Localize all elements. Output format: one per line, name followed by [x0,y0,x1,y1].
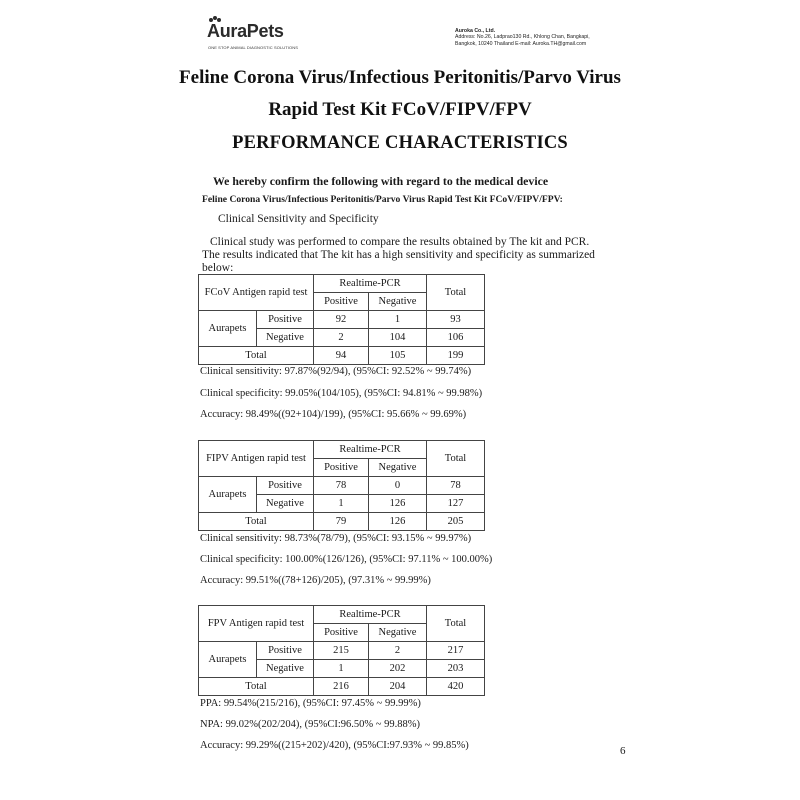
table-cell: 2 [369,642,427,660]
fpv-results-table [198,605,485,696]
page-number: 6 [620,745,626,757]
table-row-negative: Negative [257,495,314,513]
table-cell: 126 [369,513,427,531]
table-cell: 78 [427,477,485,495]
table-row-positive: Positive [257,477,314,495]
table-cell: 1 [369,311,427,329]
logo-tagline: ONE STOP ANIMAL DIAGNOSTIC SOLUTIONS [208,45,298,50]
table-test-label: FPV Antigen rapid test [199,606,314,642]
table-cell: 79 [314,513,369,531]
table-cell: 78 [314,477,369,495]
section-heading: PERFORMANCE CHARACTERISTICS [232,133,568,153]
table-row-group: Aurapets [199,477,257,513]
table-row-negative: Negative [257,329,314,347]
table-cell: 420 [427,678,485,696]
table-cell: 94 [314,347,369,365]
table-ref-label: Realtime-PCR [314,606,427,624]
table-row-total: Total [199,513,314,531]
stat-line: NPA: 99.02%(202/204), (95%CI:96.50% ~ 99.88%) [200,719,420,730]
table-row-group: Aurapets [199,311,257,347]
document-title-line1: Feline Corona Virus/Infectious Peritonitis/Parvo Virus [179,67,621,88]
table-test-label: FIPV Antigen rapid test [199,441,314,477]
fcov-results-table [198,274,485,365]
device-name: Feline Corona Virus/Infectious Peritonitis/Parvo Virus Rapid Test Kit FCoV/FIPV/FPV: [202,194,563,205]
table-cell: 126 [369,495,427,513]
aurapets-logo [205,15,300,53]
table-cell: 2 [314,329,369,347]
table-row-negative: Negative [257,660,314,678]
table-test-label: FCoV Antigen rapid test [199,275,314,311]
table-cell: 92 [314,311,369,329]
study-text-line2: The results indicated that The kit has a high sensitivity and specificity as summarized [202,249,595,261]
stat-line: Clinical specificity: 100.00%(126/126), (95%CI: 97.11% ~ 100.00%) [200,554,493,565]
table-negative-header: Negative [369,459,427,477]
stat-line: Accuracy: 98.49%((92+104)/199), (95%CI: 95.66% ~ 99.69%) [200,409,467,420]
table-total-header: Total [427,275,485,311]
stat-line: Accuracy: 99.29%((215+202)/420), (95%CI:97.93% ~ 99.85%) [200,740,469,751]
table-cell: 202 [369,660,427,678]
table-cell: 217 [427,642,485,660]
table-cell: 1 [314,495,369,513]
table-negative-header: Negative [369,293,427,311]
subsection-title: Clinical Sensitivity and Specificity [218,213,379,225]
table-total-header: Total [427,606,485,642]
table-cell: 215 [314,642,369,660]
table-cell: 127 [427,495,485,513]
logo-text: AuraPets [207,21,284,41]
stat-line: Accuracy: 99.51%((78+126)/205), (97.31% ~ 99.99%) [200,575,431,586]
company-name: Auroka Co., Ltd. [455,28,496,34]
table-cell: 104 [369,329,427,347]
table-row-total: Total [199,347,314,365]
stat-line: Clinical sensitivity: 97.87%(92/94), (95%CI: 92.52% ~ 99.74%) [200,366,472,377]
table-negative-header: Negative [369,624,427,642]
table-cell: 1 [314,660,369,678]
table-row-total: Total [199,678,314,696]
table-ref-label: Realtime-PCR [314,441,427,459]
stat-line: PPA: 99.54%(215/216), (95%CI: 97.45% ~ 99.99%) [200,698,421,709]
confirm-statement: We hereby confirm the following with regard to the medical device [213,174,549,188]
table-cell: 106 [427,329,485,347]
table-ref-label: Realtime-PCR [314,275,427,293]
table-cell: 0 [369,477,427,495]
table-row-positive: Positive [257,311,314,329]
table-row-group: Aurapets [199,642,257,678]
table-positive-header: Positive [314,459,369,477]
company-address-line1: Address: No.26, Ladprao130 Rd., Khlong Chan, Bangkapi, [455,34,590,41]
company-address-line2: Bangkok, 10240 Thailand E-mail: Auroka.TH@gmail.com [455,40,587,47]
table-positive-header: Positive [314,624,369,642]
fipv-results-table [198,440,485,531]
stat-line: Clinical specificity: 99.05%(104/105), (95%CI: 94.81% ~ 99.98%) [200,388,483,399]
table-cell: 199 [427,347,485,365]
table-cell: 205 [427,513,485,531]
table-positive-header: Positive [314,293,369,311]
stat-line: Clinical sensitivity: 98.73%(78/79), (95%CI: 93.15% ~ 99.97%) [200,533,472,544]
document-title-line2: Rapid Test Kit FCoV/FIPV/FPV [268,99,532,120]
table-total-header: Total [427,441,485,477]
company-info [455,28,590,47]
table-cell: 93 [427,311,485,329]
table-cell: 204 [369,678,427,696]
table-row-positive: Positive [257,642,314,660]
table-cell: 216 [314,678,369,696]
study-text-line3: below: [202,262,234,274]
table-cell: 105 [369,347,427,365]
study-text-line1: Clinical study was performed to compare the results obtained by The kit and PCR. [210,236,590,248]
table-cell: 203 [427,660,485,678]
